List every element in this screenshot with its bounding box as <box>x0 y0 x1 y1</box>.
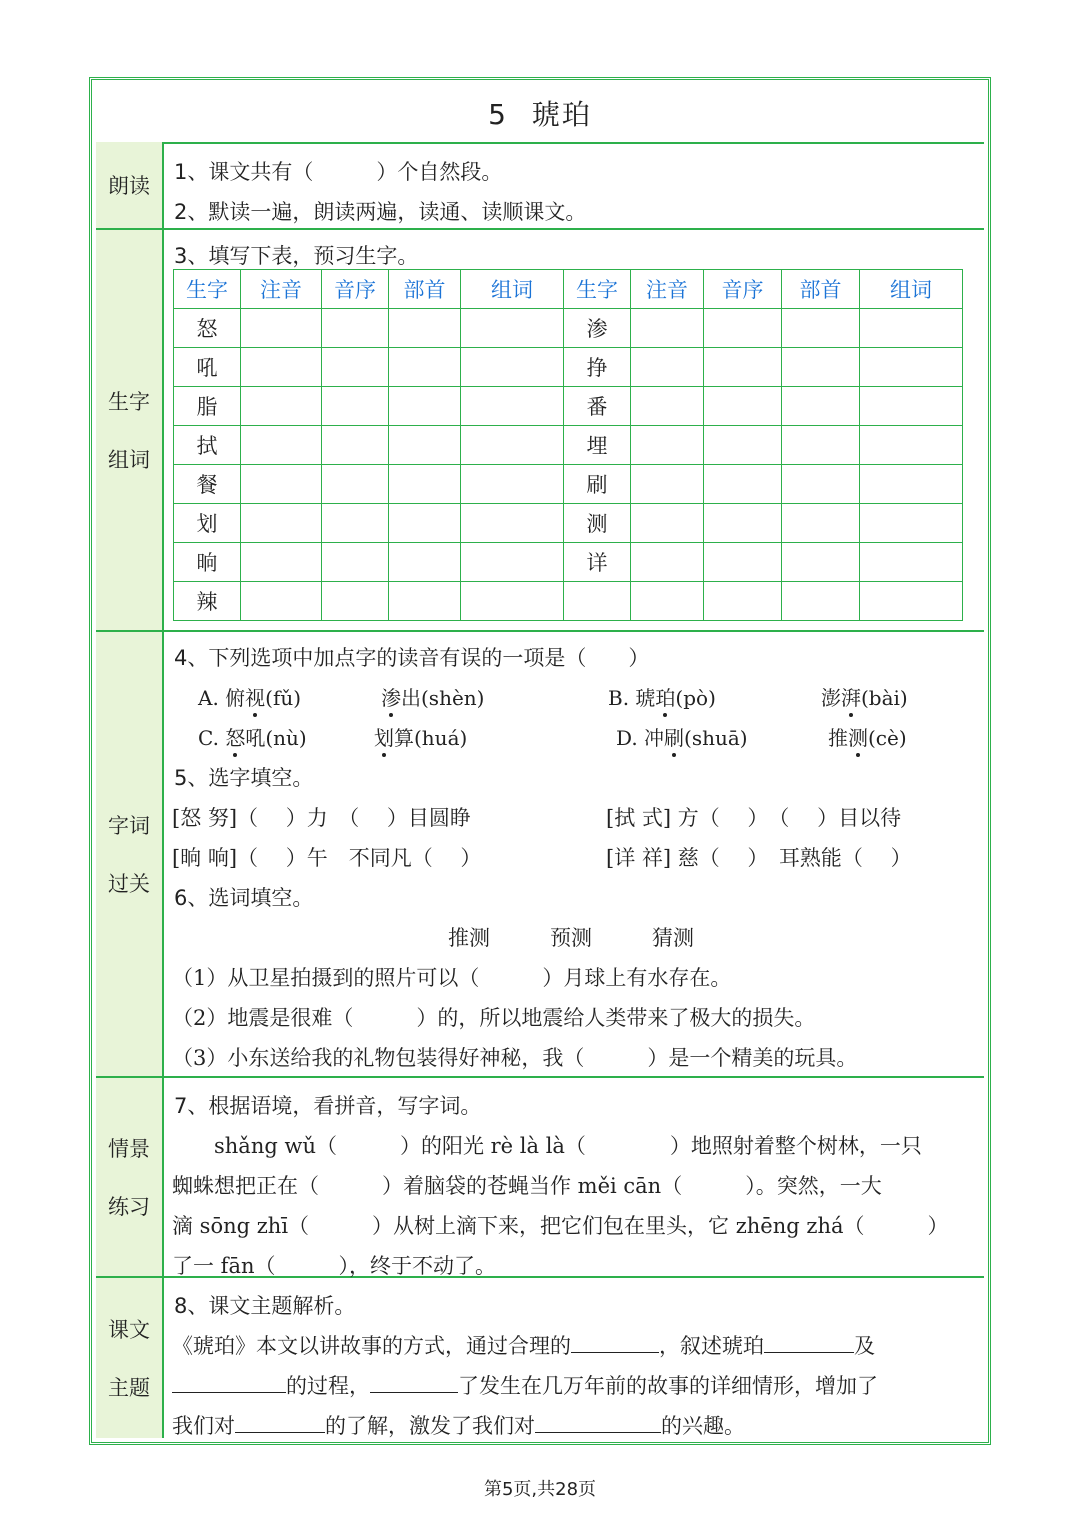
fill-cell[interactable] <box>704 348 782 387</box>
chars-header-1: 注音 <box>241 270 322 309</box>
fill-cell[interactable] <box>389 348 461 387</box>
theme-blank-6[interactable] <box>535 1412 661 1433</box>
theme-text-3a: 我们对 <box>172 1414 235 1438</box>
fill-cell[interactable] <box>461 387 564 426</box>
chars-header-4: 组词 <box>461 270 564 309</box>
option-d-label: D. <box>616 726 638 750</box>
fill-cell[interactable] <box>860 426 963 465</box>
fill-cell[interactable] <box>704 465 782 504</box>
table-row <box>174 309 963 348</box>
char-left: 怒 <box>174 309 241 348</box>
a2-post: 出 <box>401 686 421 710</box>
reading-line-2: 2、默读一遍，朗读两遍，读通、读顺课文。 <box>174 200 587 224</box>
d1-pre: 冲 <box>644 726 665 750</box>
lesson-title <box>96 85 984 144</box>
fill-cell[interactable] <box>782 387 860 426</box>
fill-cell[interactable] <box>461 504 564 543</box>
table-row <box>174 348 963 387</box>
theme-text-2b: 了发生在几万年前的故事的详细情形，增加了 <box>458 1374 878 1398</box>
fill-cell[interactable] <box>704 504 782 543</box>
option-a-label: A. <box>198 686 219 710</box>
b2-pinyin: (bài) <box>861 686 908 710</box>
char-left: 划 <box>174 504 241 543</box>
fill-cell[interactable] <box>782 348 860 387</box>
char-left: 餐 <box>174 465 241 504</box>
theme-blank-1[interactable] <box>571 1332 659 1353</box>
words-label <box>96 632 164 1076</box>
fill-cell[interactable] <box>461 309 564 348</box>
fill-cell[interactable] <box>631 309 704 348</box>
fill-cell[interactable] <box>461 426 564 465</box>
a1-dotted-char: 视 <box>245 682 265 711</box>
theme-section <box>96 1278 984 1438</box>
fill-cell[interactable] <box>631 465 704 504</box>
char-left: 晌 <box>174 543 241 582</box>
fill-cell[interactable] <box>860 543 963 582</box>
fill-cell[interactable] <box>241 426 322 465</box>
c2-post: 算 <box>394 726 414 750</box>
fill-cell[interactable] <box>461 348 564 387</box>
fill-cell[interactable] <box>782 309 860 348</box>
fill-cell[interactable] <box>389 309 461 348</box>
fill-cell[interactable] <box>782 543 860 582</box>
q7-para-2: 蜘蛛想把正在（ ）着脑袋的苍蝇当作 měi cān（ ）。突然，一大 <box>172 1174 882 1198</box>
theme-blank-4[interactable] <box>370 1372 458 1393</box>
fill-cell[interactable] <box>389 582 461 621</box>
table-row <box>174 582 963 621</box>
fill-cell[interactable] <box>782 582 860 621</box>
fill-cell[interactable] <box>241 387 322 426</box>
q4-option-d1 <box>616 722 748 751</box>
theme-line-1 <box>172 1330 875 1360</box>
fill-cell[interactable] <box>322 309 389 348</box>
q4-option-c2 <box>374 722 467 751</box>
q6-item-2: （2）地震是很难（ ）的，所以地震给人类带来了极大的损失。 <box>172 1006 816 1030</box>
fill-cell[interactable] <box>241 543 322 582</box>
context-section <box>96 1078 984 1278</box>
c1-post: 吼 <box>245 726 266 750</box>
theme-text-3c: 的兴趣。 <box>661 1414 745 1438</box>
theme-line-3 <box>172 1410 745 1440</box>
option-c-label: C. <box>198 726 219 750</box>
b1-pinyin: (pò) <box>675 686 716 710</box>
c1-pinyin: (nù) <box>265 726 307 750</box>
fill-cell[interactable] <box>782 426 860 465</box>
option-b-label: B. <box>608 686 630 710</box>
d2-pre: 推 <box>828 726 848 750</box>
char-left: 拭 <box>174 426 241 465</box>
lesson-name: 琥珀 <box>531 98 592 131</box>
q7-text: 7、根据语境，看拼音，写字词。 <box>174 1094 482 1118</box>
a2-pinyin: (shèn) <box>421 686 485 710</box>
char-right: 番 <box>564 387 631 426</box>
context-label-text-1: 情景 <box>108 1137 150 1161</box>
c2-pinyin: (huá) <box>414 726 468 750</box>
words-label-text-2: 过关 <box>108 872 150 896</box>
chars-label-text-1: 生字 <box>108 390 150 414</box>
q4-text: 4、下列选项中加点字的读音有误的一项是（ ） <box>174 646 650 670</box>
fill-cell[interactable] <box>860 465 963 504</box>
page-footer: 第5页,共28页 <box>483 1479 597 1500</box>
fill-cell[interactable] <box>241 465 322 504</box>
fill-cell[interactable] <box>704 387 782 426</box>
q6-word-3: 猜测 <box>652 926 694 950</box>
q5-row2-left: [晌 响]（ ）午 不同凡（ ） <box>172 846 482 870</box>
theme-label-text-2: 主题 <box>108 1376 150 1400</box>
q7-para-3: 滴 sōng zhī（ ）从树上滴下来，把它们包在里头，它 zhēng zhá（ ） <box>172 1214 949 1238</box>
q4-option-b1 <box>608 682 716 711</box>
q5-row1-left: [怒 努]（ ）力 （ ）目圆睁 <box>172 806 471 830</box>
theme-blank-2[interactable] <box>764 1332 854 1353</box>
fill-cell[interactable] <box>389 465 461 504</box>
theme-label <box>96 1278 164 1438</box>
char-right: 测 <box>564 504 631 543</box>
chars-header-8: 部首 <box>782 270 860 309</box>
fill-cell[interactable] <box>461 465 564 504</box>
q4-option-a2 <box>381 682 484 711</box>
fill-cell[interactable] <box>631 543 704 582</box>
fill-cell[interactable] <box>631 387 704 426</box>
q4-option-a1 <box>198 682 301 711</box>
fill-cell[interactable] <box>322 582 389 621</box>
q6-word-2: 预测 <box>550 926 592 950</box>
q6-text: 6、选词填空。 <box>174 886 314 910</box>
chars-header-2: 音序 <box>322 270 389 309</box>
char-left: 辣 <box>174 582 241 621</box>
fill-cell[interactable] <box>241 582 322 621</box>
fill-cell[interactable] <box>860 387 963 426</box>
fill-cell[interactable] <box>860 504 963 543</box>
q8-text: 8、课文主题解析。 <box>174 1294 356 1318</box>
chars-table-body <box>174 309 963 621</box>
fill-cell[interactable] <box>322 426 389 465</box>
q6-word-1: 推测 <box>448 926 490 950</box>
d1-dotted-char: 刷 <box>664 722 684 751</box>
q6-item-1: （1）从卫星拍摄到的照片可以（ ）月球上有水存在。 <box>172 966 732 990</box>
chars-label <box>96 230 164 630</box>
context-label <box>96 1078 164 1276</box>
theme-blank-5[interactable] <box>235 1412 325 1433</box>
reading-label-text: 朗读 <box>108 174 150 198</box>
char-right: 埋 <box>564 426 631 465</box>
c1-dotted-char: 怒 <box>225 722 245 751</box>
char-right <box>564 582 631 621</box>
chars-header-3: 部首 <box>389 270 461 309</box>
char-right: 详 <box>564 543 631 582</box>
chars-section <box>96 230 984 632</box>
b1-dotted-char: 珀 <box>655 682 675 711</box>
c2-dotted-char: 划 <box>374 722 394 751</box>
fill-cell[interactable] <box>704 426 782 465</box>
fill-cell[interactable] <box>860 309 963 348</box>
fill-cell[interactable] <box>782 504 860 543</box>
q7-para-1: shǎng wǔ（ ）的阳光 rè là là（ ）地照射着整个树林，一只 <box>214 1134 922 1158</box>
chars-header-5: 生字 <box>564 270 631 309</box>
chars-table <box>173 269 963 621</box>
a1-pinyin: (fǔ) <box>265 686 302 710</box>
context-label-text-2: 练习 <box>108 1195 150 1219</box>
chars-label-text-2: 组词 <box>108 448 150 472</box>
b2-pre: 澎 <box>821 686 841 710</box>
fill-cell[interactable] <box>704 309 782 348</box>
b1-pre: 琥 <box>635 686 656 710</box>
reading-section <box>96 142 984 230</box>
fill-cell[interactable] <box>389 543 461 582</box>
theme-text-2a: 的过程， <box>286 1374 370 1398</box>
lesson-number: 5 <box>488 98 508 131</box>
words-section <box>96 632 984 1078</box>
a2-dotted-char: 渗 <box>381 682 401 711</box>
fill-cell[interactable] <box>704 543 782 582</box>
fill-cell[interactable] <box>631 348 704 387</box>
q5-row1-right: [拭 式] 方（ ） （ ）目以待 <box>606 806 902 830</box>
q4-option-d2 <box>828 722 907 751</box>
table-row <box>174 504 963 543</box>
fill-cell[interactable] <box>704 582 782 621</box>
chars-header-7: 音序 <box>704 270 782 309</box>
d1-pinyin: (shuā) <box>684 726 748 750</box>
q4-option-b2 <box>821 682 908 711</box>
reading-label <box>96 142 164 228</box>
table-row <box>174 543 963 582</box>
reading-line-1: 1、课文共有（ ）个自然段。 <box>174 160 503 184</box>
chars-header-9: 组词 <box>860 270 963 309</box>
fill-cell[interactable] <box>322 504 389 543</box>
a1-pre: 俯 <box>225 686 246 710</box>
char-right: 刷 <box>564 465 631 504</box>
fill-cell[interactable] <box>322 348 389 387</box>
chars-table-header <box>174 270 963 309</box>
fill-cell[interactable] <box>782 465 860 504</box>
table-row <box>174 426 963 465</box>
b2-dotted-char: 湃 <box>841 682 861 711</box>
q6-item-3: （3）小东送给我的礼物包装得好神秘，我（ ）是一个精美的玩具。 <box>172 1046 858 1070</box>
theme-text-1c: 及 <box>854 1334 875 1358</box>
table-row <box>174 387 963 426</box>
chars-header-0: 生字 <box>174 270 241 309</box>
fill-cell[interactable] <box>389 387 461 426</box>
fill-cell[interactable] <box>322 465 389 504</box>
fill-cell[interactable] <box>389 426 461 465</box>
theme-line-2 <box>172 1370 878 1400</box>
fill-cell[interactable] <box>241 504 322 543</box>
fill-cell[interactable] <box>860 582 963 621</box>
q4-option-c1 <box>198 722 307 751</box>
fill-cell[interactable] <box>461 582 564 621</box>
theme-blank-3[interactable] <box>172 1372 286 1393</box>
fill-cell[interactable] <box>241 309 322 348</box>
q5-text: 5、选字填空。 <box>174 766 314 790</box>
d2-pinyin: (cè) <box>868 726 907 750</box>
q5-row2-right: [详 祥] 慈（ ） 耳熟能（ ） <box>606 846 912 870</box>
fill-cell[interactable] <box>389 504 461 543</box>
chars-instruction: 3、填写下表，预习生字。 <box>174 244 419 268</box>
char-right: 渗 <box>564 309 631 348</box>
table-row <box>174 465 963 504</box>
words-label-text-1: 字词 <box>108 814 150 838</box>
fill-cell[interactable] <box>860 348 963 387</box>
fill-cell[interactable] <box>461 543 564 582</box>
fill-cell[interactable] <box>631 426 704 465</box>
theme-label-text-1: 课文 <box>108 1318 150 1342</box>
fill-cell[interactable] <box>322 387 389 426</box>
char-left: 吼 <box>174 348 241 387</box>
fill-cell[interactable] <box>631 504 704 543</box>
theme-text-3b: 的了解，激发了我们对 <box>325 1414 535 1438</box>
char-right: 挣 <box>564 348 631 387</box>
theme-text-1a: 《琥珀》本文以讲故事的方式，通过合理的 <box>172 1334 571 1358</box>
theme-text-1b: ，叙述琥珀 <box>659 1334 764 1358</box>
q7-para-4: 了一 fān（ ），终于不动了。 <box>172 1254 496 1278</box>
char-left: 脂 <box>174 387 241 426</box>
chars-header-6: 注音 <box>631 270 704 309</box>
d2-dotted-char: 测 <box>848 722 868 751</box>
fill-cell[interactable] <box>322 543 389 582</box>
fill-cell[interactable] <box>241 348 322 387</box>
fill-cell[interactable] <box>631 582 704 621</box>
